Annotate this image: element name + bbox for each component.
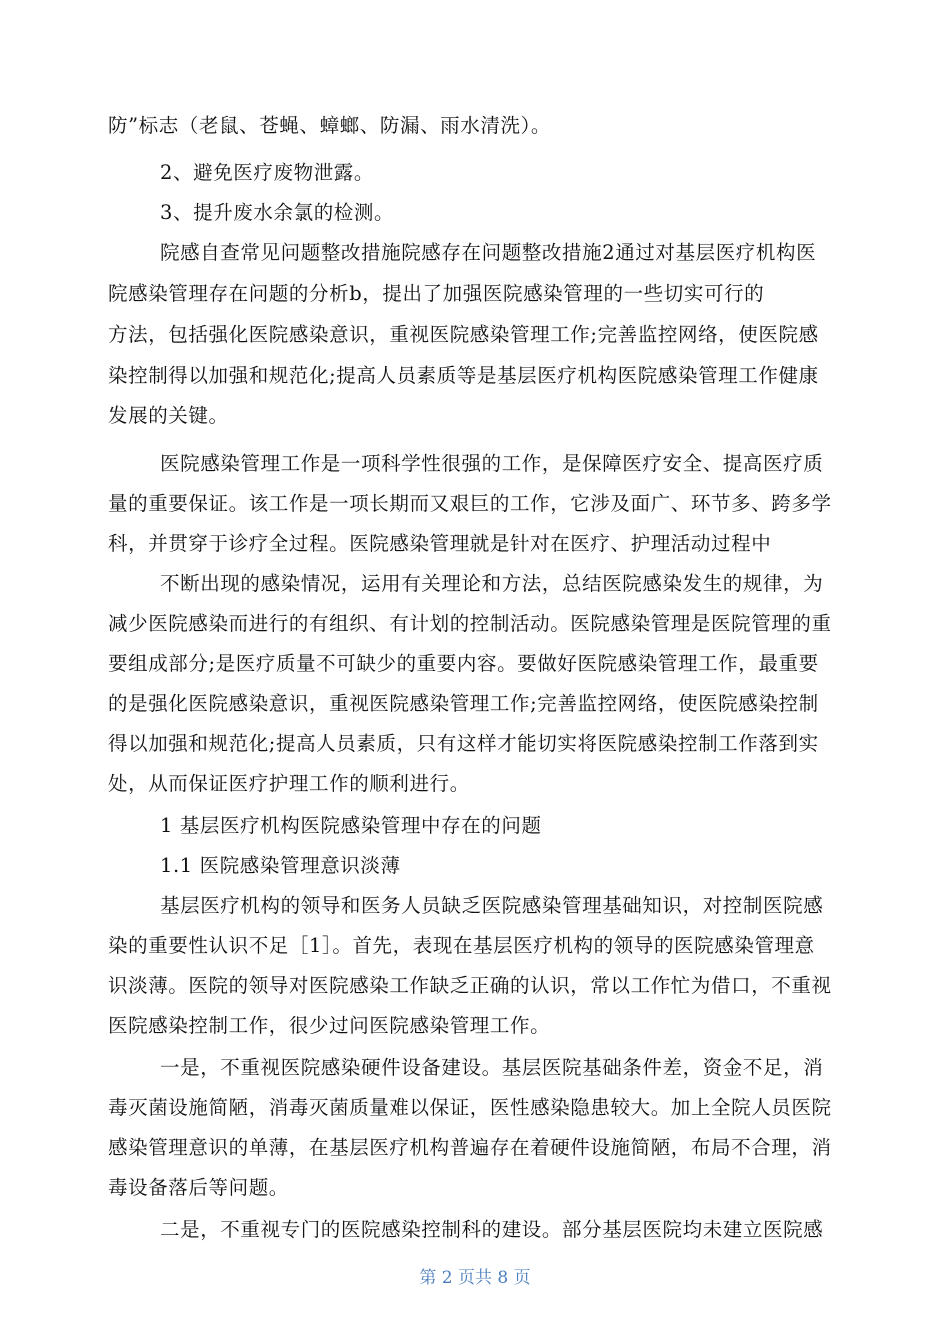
text-line: 二是，不重视专门的医院感染控制科的建设。部分基层医院均未建立医院感 bbox=[160, 1218, 824, 1241]
text-line: 识淡薄。医院的领导对医院感染工作缺乏正确的认识，常以工作忙为借口，不重视 bbox=[108, 974, 832, 997]
text-line: 一是，不重视医院感染硬件设备建设。基层医院基础条件差，资金不足，消 bbox=[160, 1056, 824, 1079]
text-line: 方法，包括强化医院感染意识，重视医院感染管理工作;完善监控网络，使医院感 bbox=[108, 323, 819, 346]
text-line: 毒设备落后等问题。 bbox=[108, 1176, 289, 1199]
text-line: 不断出现的感染情况，运用有关理论和方法，总结医院感染发生的规律，为 bbox=[160, 572, 824, 595]
text-line: 防”标志（老鼠、苍蝇、蟑螂、防漏、雨水清洗）。 bbox=[108, 114, 552, 137]
text-line: 染控制得以加强和规范化;提高人员素质等是基层医疗机构医院感染管理工作健康 bbox=[108, 364, 819, 387]
text-line: 处，从而保证医疗护理工作的顺利进行。 bbox=[108, 772, 470, 795]
text-line: 科，并贯穿于诊疗全过程。医院感染管理就是针对在医疗、护理活动过程中 bbox=[108, 532, 772, 555]
text-line: 发展的关键。 bbox=[108, 404, 229, 427]
text-line: 量的重要保证。该工作是一项长期而又艰巨的工作，它涉及面广、环节多、跨多学 bbox=[108, 492, 832, 515]
text-line: 减少医院感染而进行的有组织、有计划的控制活动。医院感染管理是医院管理的重 bbox=[108, 612, 832, 635]
text-line: 1.1 医院感染管理意识淡薄 bbox=[160, 854, 401, 877]
text-line: 得以加强和规范化;提高人员素质，只有这样才能切实将医院感染控制工作落到实 bbox=[108, 732, 819, 755]
text-line: 2、避免医疗废物泄露。 bbox=[160, 161, 375, 184]
text-line: 染的重要性认识不足［1］。首先，表现在基层医疗机构的领导的医院感染管理意 bbox=[108, 934, 815, 957]
text-line: 院感自查常见问题整改措施院感存在问题整改措施2通过对基层医疗机构医 bbox=[160, 241, 817, 264]
text-line: 要组成部分;是医疗质量不可缺少的重要内容。要做好医院感染管理工作，最重要 bbox=[108, 652, 819, 675]
text-line: 3、提升废水余氯的检测。 bbox=[160, 201, 395, 224]
text-line: 院感染管理存在问题的分析b，提出了加强医院感染管理的一些切实可行的 bbox=[108, 282, 765, 305]
text-line: 毒灭菌设施简陋，消毒灭菌质量难以保证，医性感染隐患较大。加上全院人员医院 bbox=[108, 1096, 832, 1119]
page-footer: 第 2 页共 8 页 bbox=[419, 1268, 531, 1288]
text-line: 1 基层医疗机构医院感染管理中存在的问题 bbox=[160, 814, 542, 837]
text-line: 医院感染控制工作，很少过问医院感染管理工作。 bbox=[108, 1014, 551, 1037]
text-line: 感染管理意识的单薄，在基层医疗机构普遍存在着硬件设施简陋，布局不合理，消 bbox=[108, 1136, 832, 1159]
text-line: 基层医疗机构的领导和医务人员缺乏医院感染管理基础知识，对控制医院感 bbox=[160, 894, 824, 917]
text-line: 医院感染管理工作是一项科学性很强的工作，是保障医疗安全、提高医疗质 bbox=[160, 452, 824, 475]
text-line: 的是强化医院感染意识，重视医院感染管理工作;完善监控网络，使医院感染控制 bbox=[108, 692, 819, 715]
